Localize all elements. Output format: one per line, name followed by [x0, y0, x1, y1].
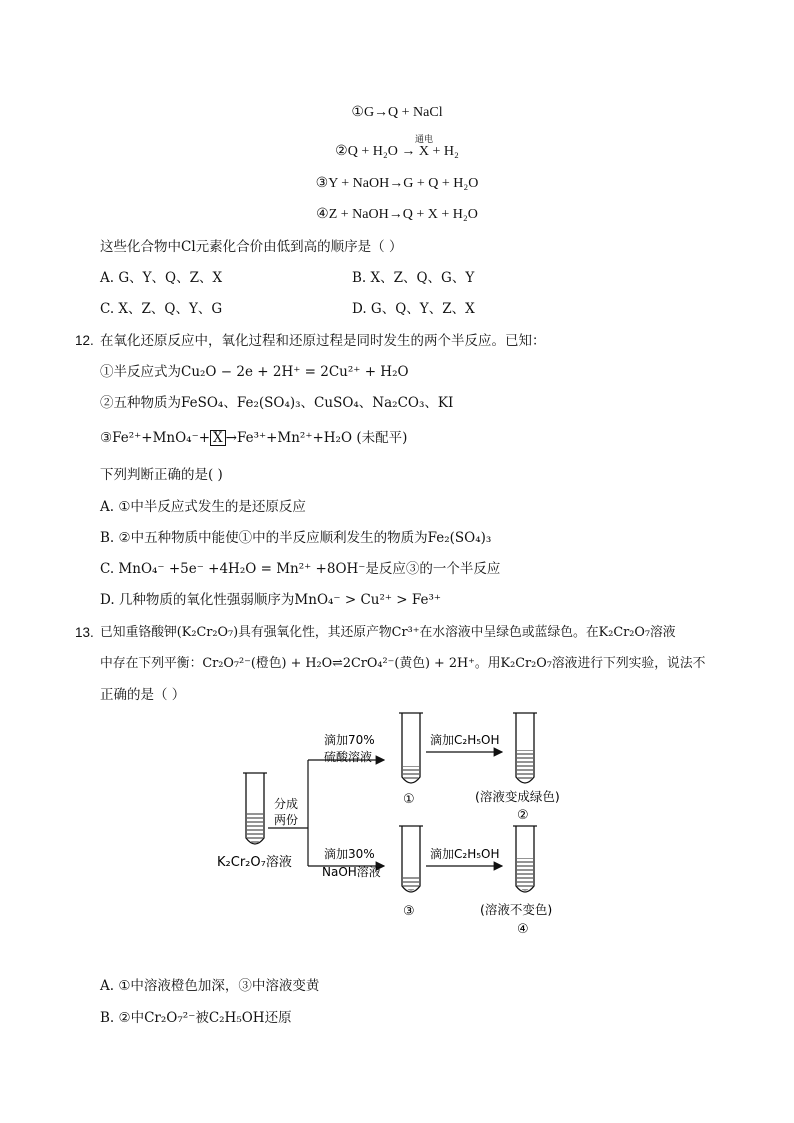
q13-option-a[interactable]: A. ①中溶液橙色加深，③中溶液变黄: [100, 978, 320, 994]
q11-option-b[interactable]: B. X、Z、Q、G、Y: [352, 270, 475, 286]
q12-condition-3-right: →Fe³⁺+Mn²⁺+H₂O (未配平): [225, 430, 408, 446]
tube-1-label: ①: [403, 792, 415, 807]
q12-option-d[interactable]: D. 几种物质的氧化性强弱顺序为MnO₄⁻ > Cu²⁺ > Fe³⁺: [100, 592, 442, 608]
test-tube-4: [513, 826, 537, 892]
q11-stem: 这些化合物中Cl元素化合价由低到高的顺序是（ ）: [100, 239, 403, 255]
tube-2-label: ②: [517, 808, 529, 823]
q13-stem-line-2: 中存在下列平衡：Cr₂O₇²⁻(橙色) + H₂O⇌2CrO₄²⁻(黄色) + 2H⁺。用K₂Cr₂O₇溶液进行下列实验，说法不: [100, 656, 706, 671]
q12-stem: 在氧化还原反应中，氧化过程和还原过程是同时发生的两个半反应。已知：: [100, 333, 546, 349]
acid-label-1: 滴加70%: [324, 733, 375, 747]
electrolysis-label: 通电: [415, 134, 434, 144]
base-label-1: 滴加30%: [324, 847, 375, 861]
reaction-4: ④Z + NaOH→Q + X + H₂O: [316, 207, 478, 222]
tube-2-note: (溶液变成绿色): [475, 789, 560, 804]
tube-4-label: ④: [517, 922, 529, 937]
reaction-3: ③Y + NaOH→G + Q + H₂O: [315, 176, 479, 191]
acid-label-2: 硫酸溶液: [324, 750, 373, 764]
q13-stem-line-1: 已知重铬酸钾(K₂Cr₂O₇)具有强氧化性，其还原产物Cr³⁺在水溶液中呈绿色或蓝绿色。在K₂Cr₂O₇溶液: [100, 625, 676, 640]
tube-4-note: (溶液不变色): [480, 902, 553, 917]
reaction-2: ②Q + H₂O → X + H₂: [335, 144, 459, 159]
test-tube-1: [399, 713, 423, 783]
q13-option-b[interactable]: B. ②中Cr₂O₇²⁻被C₂H₅OH还原: [100, 1010, 292, 1026]
q12-option-c[interactable]: C. MnO₄⁻ +5e⁻ +4H₂O = Mn²⁺ +8OH⁻是反应③的一个半反应: [100, 561, 501, 577]
q12-condition-2: ②五种物质为FeSO₄、Fe₂(SO₄)₃、CuSO₄、Na₂CO₃、KI: [100, 395, 454, 411]
q11-option-c[interactable]: C. X、Z、Q、Y、G: [100, 301, 223, 317]
start-solution-label: K₂Cr₂O₇溶液: [217, 855, 292, 870]
reaction-1: ①G→Q + NaCl: [351, 105, 443, 120]
unknown-box: X: [210, 430, 226, 446]
q12-option-a[interactable]: A. ①中半反应式发生的是还原反应: [100, 499, 306, 515]
q11-option-d[interactable]: D. G、Q、Y、Z、X: [352, 301, 475, 317]
q11-option-a[interactable]: A. G、Y、Q、Z、X: [100, 270, 223, 286]
start-test-tube: [243, 773, 267, 844]
test-tube-3: [399, 826, 423, 892]
q12-option-b[interactable]: B. ②中五种物质中能使①中的半反应顺利发生的物质为Fe₂(SO₄)₃: [100, 530, 492, 546]
split-label-1: 分成: [274, 797, 299, 811]
q13-stem-line-3: 正确的是（ ）: [100, 687, 186, 703]
split-label-2: 两份: [274, 813, 299, 827]
base-label-2: NaOH溶液: [322, 865, 381, 879]
test-tube-2: [513, 713, 537, 783]
q12-condition-3-left: ③Fe²⁺+MnO₄⁻+: [100, 430, 211, 446]
tube-3-label: ③: [403, 904, 415, 919]
ethanol-label-top: 滴加C₂H₅OH: [430, 733, 500, 747]
q12-condition-1: ①半反应式为Cu₂O − 2e + 2H⁺ = 2Cu²⁺ + H₂O: [100, 364, 409, 380]
ethanol-label-bottom: 滴加C₂H₅OH: [430, 847, 500, 861]
q13-number: 13.: [75, 625, 94, 640]
q12-question: 下列判断正确的是( ): [100, 467, 223, 483]
q12-number: 12.: [75, 333, 94, 348]
